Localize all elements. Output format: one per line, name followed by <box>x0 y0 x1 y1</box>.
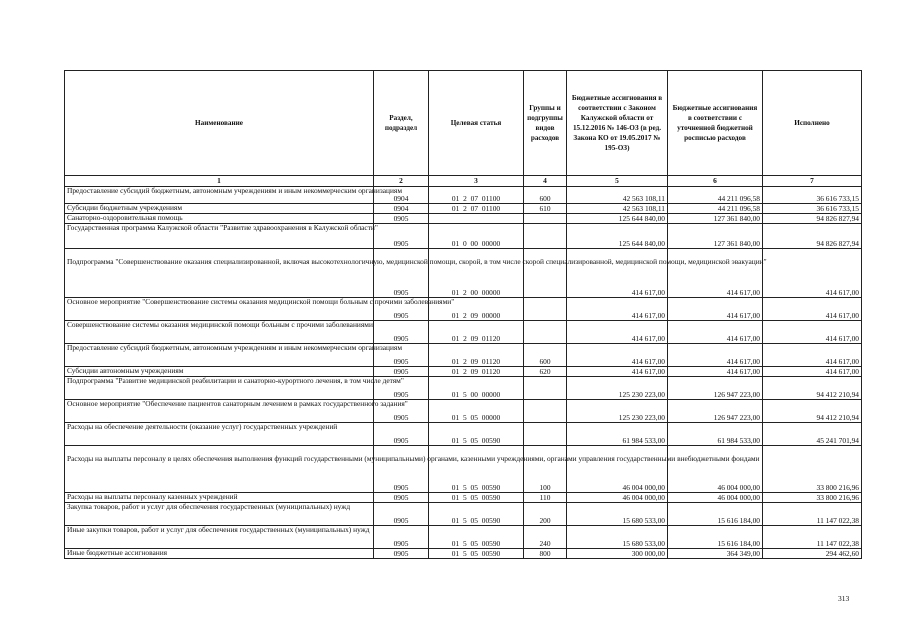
row-roster: 414 617,00 <box>668 249 763 298</box>
row-target: 01 5 05 00590 <box>429 493 524 503</box>
table-row <box>65 526 862 549</box>
row-section: 0905 <box>374 214 429 224</box>
row-done: 36 616 733,15 <box>763 187 862 204</box>
row-target: 01 2 09 01120 <box>429 321 524 344</box>
row-done: 414 617,00 <box>763 298 862 321</box>
row-group: 600 <box>524 344 567 367</box>
row-done: 414 617,00 <box>763 344 862 367</box>
header-roster: Бюджетные ассигнования в соответствии с уточненной бюджетной росписью расходов <box>668 71 763 176</box>
table-row <box>65 549 862 559</box>
row-section: 0905 <box>374 526 429 549</box>
row-group <box>524 377 567 400</box>
row-law: 414 617,00 <box>567 249 668 298</box>
row-group <box>524 321 567 344</box>
row-name: Расходы на обеспечение деятельности (оказание услуг) государственных учреждений <box>65 423 374 446</box>
row-section: 0905 <box>374 446 429 493</box>
row-done: 414 617,00 <box>763 249 862 298</box>
row-done: 294 462,60 <box>763 549 862 559</box>
row-done: 94 412 210,94 <box>763 400 862 423</box>
row-roster: 414 617,00 <box>668 367 763 377</box>
row-section: 0905 <box>374 321 429 344</box>
row-roster: 364 349,00 <box>668 549 763 559</box>
row-done: 36 616 733,15 <box>763 204 862 214</box>
row-law: 414 617,00 <box>567 367 668 377</box>
row-name: Расходы на выплаты персоналу в целях обеспечения выполнения функций государственными (муниципальными) органами, казенными учреждениями, органами управления государственными внебюджетными фондами <box>65 446 374 493</box>
row-roster: 15 616 184,00 <box>668 503 763 526</box>
row-target: 01 5 05 00590 <box>429 423 524 446</box>
row-section: 0905 <box>374 377 429 400</box>
table-row <box>65 446 862 493</box>
table-row <box>65 187 862 204</box>
row-section: 0905 <box>374 344 429 367</box>
row-section: 0905 <box>374 423 429 446</box>
table-row <box>65 249 862 298</box>
column-number: 5 <box>567 176 668 187</box>
row-law: 61 984 533,00 <box>567 423 668 446</box>
header-group: Группы и подгруппы видов расходов <box>524 71 567 176</box>
row-done: 94 826 827,94 <box>763 224 862 249</box>
row-name: Подпрограмма "Совершенствование оказания специализированной, включая высокотехнологичную, медицинской помощи, скорой, в том числе скорой специализированной, медицинской помощи, медицинской эвакуации" <box>65 249 374 298</box>
row-target: 01 2 07 01100 <box>429 204 524 214</box>
row-target: 01 5 05 00590 <box>429 503 524 526</box>
row-section: 0905 <box>374 493 429 503</box>
row-done: 33 800 216,96 <box>763 493 862 503</box>
row-name: Государственная программа Калужской области "Развитие здравоохранения в Калужской области" <box>65 224 374 249</box>
row-name: Подпрограмма "Развитие медицинской реабилитации и санаторно-курортного лечения, в том числе детям" <box>65 377 374 400</box>
row-roster: 127 361 840,00 <box>668 224 763 249</box>
row-roster: 44 211 096,58 <box>668 204 763 214</box>
row-done: 414 617,00 <box>763 367 862 377</box>
row-done: 11 147 022,38 <box>763 526 862 549</box>
row-law: 42 563 108,11 <box>567 204 668 214</box>
column-number: 1 <box>65 176 374 187</box>
row-name: Санаторно-оздоровительная помощь <box>65 214 374 224</box>
row-law: 15 680 533,00 <box>567 526 668 549</box>
row-group: 800 <box>524 549 567 559</box>
row-target: 01 2 09 01120 <box>429 344 524 367</box>
row-roster: 46 004 000,00 <box>668 493 763 503</box>
row-roster: 414 617,00 <box>668 321 763 344</box>
row-name: Основное мероприятие "Обеспечение пациентов санаторным лечением в рамках государственного задания" <box>65 400 374 423</box>
row-group: 600 <box>524 187 567 204</box>
row-done: 11 147 022,38 <box>763 503 862 526</box>
row-section: 0905 <box>374 549 429 559</box>
row-target: 01 5 05 00590 <box>429 446 524 493</box>
row-group <box>524 214 567 224</box>
header-section: Раздел, подраздел <box>374 71 429 176</box>
table-row <box>65 493 862 503</box>
page-number: 313 <box>838 594 850 603</box>
column-number: 3 <box>429 176 524 187</box>
budget-table <box>64 70 862 559</box>
table-row <box>65 503 862 526</box>
row-group <box>524 400 567 423</box>
row-done: 414 617,00 <box>763 321 862 344</box>
table-row <box>65 423 862 446</box>
row-section: 0905 <box>374 400 429 423</box>
row-section: 0904 <box>374 204 429 214</box>
table-row <box>65 400 862 423</box>
row-name: Иные бюджетные ассигнования <box>65 549 374 559</box>
row-section: 0905 <box>374 503 429 526</box>
row-law: 15 680 533,00 <box>567 503 668 526</box>
row-roster: 414 617,00 <box>668 298 763 321</box>
column-number: 4 <box>524 176 567 187</box>
row-group <box>524 423 567 446</box>
row-target: 01 5 05 00590 <box>429 526 524 549</box>
column-number: 2 <box>374 176 429 187</box>
row-roster: 46 004 000,00 <box>668 446 763 493</box>
row-name: Закупка товаров, работ и услуг для обеспечения государственных (муниципальных) нужд <box>65 503 374 526</box>
column-number: 7 <box>763 176 862 187</box>
row-name: Совершенствование системы оказания медицинской помощи больным с прочими заболеваниями <box>65 321 374 344</box>
table-row <box>65 344 862 367</box>
row-section: 0905 <box>374 249 429 298</box>
row-section: 0905 <box>374 224 429 249</box>
row-name: Предоставление субсидий бюджетным, автономным учреждениям и иным некоммерческим организациям <box>65 344 374 367</box>
row-target: 01 5 05 00590 <box>429 549 524 559</box>
row-target: 01 5 00 00000 <box>429 377 524 400</box>
table-row <box>65 224 862 249</box>
row-section: 0905 <box>374 367 429 377</box>
row-done: 94 412 210,94 <box>763 377 862 400</box>
row-roster: 44 211 096,58 <box>668 187 763 204</box>
row-group: 240 <box>524 526 567 549</box>
row-target: 01 2 07 01100 <box>429 187 524 204</box>
row-roster: 61 984 533,00 <box>668 423 763 446</box>
row-group <box>524 249 567 298</box>
row-roster: 126 947 223,00 <box>668 377 763 400</box>
row-name: Иные закупки товаров, работ и услуг для обеспечения государственных (муниципальных) нужд <box>65 526 374 549</box>
row-group: 200 <box>524 503 567 526</box>
row-law: 300 000,00 <box>567 549 668 559</box>
row-group <box>524 298 567 321</box>
column-number-row <box>65 176 862 187</box>
row-name: Предоставление субсидий бюджетным, автономным учреждениям и иным некоммерческим организациям <box>65 187 374 204</box>
header-law: Бюджетные ассигнования в соответствии с Законом Калужской области от 15.12.2016 № 146-ОЗ (в ред. Закона КО от 19.05.2017 № 195-ОЗ) <box>567 71 668 176</box>
row-section: 0905 <box>374 298 429 321</box>
row-law: 125 644 840,00 <box>567 224 668 249</box>
row-law: 414 617,00 <box>567 321 668 344</box>
table-row <box>65 204 862 214</box>
row-done: 33 800 216,96 <box>763 446 862 493</box>
table-row <box>65 214 862 224</box>
row-group: 110 <box>524 493 567 503</box>
header-row <box>65 71 862 176</box>
row-roster: 127 361 840,00 <box>668 214 763 224</box>
row-law: 46 004 000,00 <box>567 493 668 503</box>
table-row <box>65 321 862 344</box>
row-section: 0904 <box>374 187 429 204</box>
row-target: 01 2 00 00000 <box>429 249 524 298</box>
row-group: 620 <box>524 367 567 377</box>
header-name: Наименование <box>65 71 374 176</box>
row-name: Субсидии бюджетным учреждениям <box>65 204 374 214</box>
row-law: 125 230 223,00 <box>567 400 668 423</box>
column-number: 6 <box>668 176 763 187</box>
row-group: 610 <box>524 204 567 214</box>
row-law: 46 004 000,00 <box>567 446 668 493</box>
row-group <box>524 224 567 249</box>
row-law: 414 617,00 <box>567 298 668 321</box>
table-row <box>65 367 862 377</box>
row-law: 414 617,00 <box>567 344 668 367</box>
row-target <box>429 214 524 224</box>
row-name: Субсидии автономным учреждениям <box>65 367 374 377</box>
row-target: 01 5 05 00000 <box>429 400 524 423</box>
row-roster: 126 947 223,00 <box>668 400 763 423</box>
row-target: 01 2 09 00000 <box>429 298 524 321</box>
table-row <box>65 377 862 400</box>
row-target: 01 2 09 01120 <box>429 367 524 377</box>
row-group: 100 <box>524 446 567 493</box>
row-law: 42 563 108,11 <box>567 187 668 204</box>
header-target: Целевая статья <box>429 71 524 176</box>
row-law: 125 230 223,00 <box>567 377 668 400</box>
row-roster: 15 616 184,00 <box>668 526 763 549</box>
row-name: Расходы на выплаты персоналу казенных учреждений <box>65 493 374 503</box>
row-law: 125 644 840,00 <box>567 214 668 224</box>
row-name: Основное мероприятие "Совершенствование системы оказания медицинской помощи больным с прочими заболеваниями" <box>65 298 374 321</box>
row-done: 45 241 701,94 <box>763 423 862 446</box>
row-target: 01 0 00 00000 <box>429 224 524 249</box>
table-row <box>65 298 862 321</box>
row-done: 94 826 827,94 <box>763 214 862 224</box>
header-done: Исполнено <box>763 71 862 176</box>
row-roster: 414 617,00 <box>668 344 763 367</box>
